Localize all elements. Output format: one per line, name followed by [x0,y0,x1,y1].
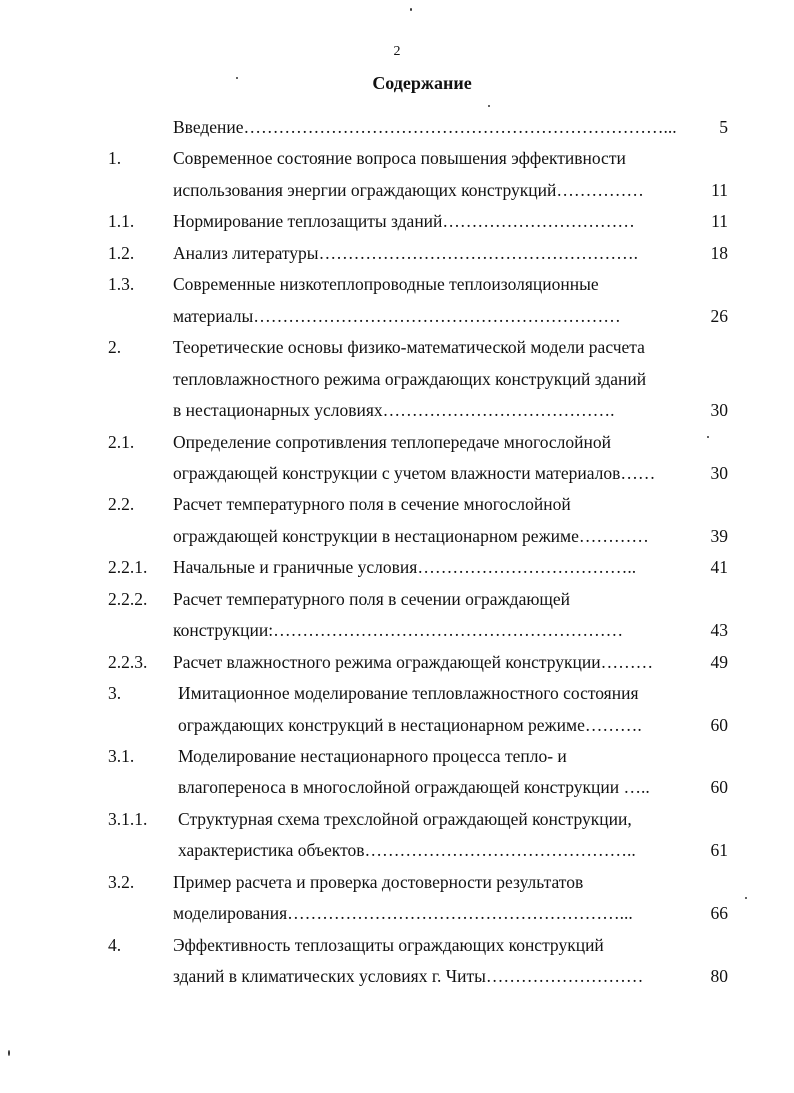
toc-entry-text: Пример расчета и проверка достоверности результатов [173,871,584,892]
toc-entry-text: зданий в климатических условиях г. Читы……………………… [173,966,644,987]
scan-speck [236,77,238,79]
toc-page-number: 30 [710,462,728,483]
toc-page-number: 43 [710,620,728,641]
scan-speck [707,436,709,438]
toc-entry-text: ограждающей конструкции с учетом влажности материалов…… [173,462,656,483]
toc-page-number: 61 [710,840,728,861]
toc-entry-number: 2.2.3. [108,651,148,672]
toc-line [0,303,794,329]
toc-line [0,460,794,486]
toc-entry-text: Расчет температурного поля в сечении ограждающей [173,588,571,609]
toc-entry-number: 3.1. [108,746,135,766]
toc-page-number: 60 [710,714,728,735]
toc-entry-text: характеристика объектов……………………………………….. [178,840,636,861]
toc-page-number: 11 [711,179,728,200]
toc-line [0,145,794,171]
toc-entry-text: Современное состояние вопроса повышения эффективности [173,148,626,169]
toc-page-number: 26 [710,305,728,326]
toc-entry-text: Моделирование нестационарного процесса тепло- и [178,746,567,766]
toc-entry-text: Расчет влажностного режима ограждающей конструкции……… [173,651,654,672]
toc-entry-text: Определение сопротивления теплопередаче многослойной [173,431,611,452]
toc-entry-text: Современные низкотеплопроводные теплоизоляционные [173,274,599,295]
toc-entry-text: Теоретические основы физико-математической модели расчета [173,337,645,358]
toc-entry-text: Анализ литературы………………………………………………. [173,242,638,263]
toc-line [0,177,794,203]
toc-line [0,900,794,926]
page-title: Содержание [372,73,472,93]
toc-entry-text: использования энергии ограждающих конструкций…………… [173,179,644,200]
toc-line [0,429,794,455]
toc-page-number: 39 [710,525,728,546]
toc-entry-number: 2.2.2. [108,588,148,609]
toc-entry-number: 1.2. [108,242,135,263]
toc-line [0,617,794,643]
toc-entry-number: 4. [108,934,122,955]
toc-line [0,366,794,392]
toc-line [0,869,794,895]
toc-entry-text: влагопереноса в многослойной ограждающей конструкции ….. [178,777,650,798]
toc-page-number: 18 [710,242,728,263]
toc-entry-text: Расчет температурного поля в сечение многослойной [173,494,571,515]
toc-line [0,114,794,140]
toc-line [0,240,794,266]
toc-entry-text: конструкции:…………………………………………………… [173,620,624,641]
toc-line [0,649,794,675]
toc-entry-text: ограждающих конструкций в нестационарном режиме………. [178,714,642,735]
toc-page-number: 30 [710,400,728,421]
toc-line [0,491,794,517]
toc-entry-text: Введение………………………………………………………………... [173,117,677,137]
toc-page-number: 66 [710,903,728,924]
scan-speck [8,1050,10,1056]
toc-line [0,523,794,549]
toc-line [0,743,794,769]
toc-entry-number: 3.1.1. [108,808,148,829]
page-number: 2 [393,44,401,59]
toc-line [0,806,794,832]
toc-line [0,334,794,360]
toc-page-number: 5 [719,117,728,137]
toc-entry-number: 3.2. [108,871,135,892]
toc-line [0,586,794,612]
toc-page-number: 11 [711,211,728,232]
toc-entry-text: моделирования…………………………………………………... [173,903,633,924]
toc-entry-number: 2.1. [108,431,135,452]
toc-entry-number: 2.2. [108,494,135,515]
toc-entry-text: тепловлажностного режима ограждающих конструкций зданий [173,368,647,389]
toc-entry-number: 1. [108,148,122,169]
toc-entry-text: Начальные и граничные условия……………………………….. [173,557,637,578]
toc-entry-text: Имитационное моделирование тепловлажностного состояния [178,683,639,704]
scan-speck [745,897,747,899]
toc-entry-number: 2. [108,337,122,358]
toc-line [0,397,794,423]
toc-page-number: 80 [710,966,728,987]
toc-line [0,554,794,580]
toc-line [0,932,794,958]
toc-line [0,680,794,706]
toc-entry-number: 2.2.1. [108,557,148,578]
toc-page-number: 41 [710,557,728,578]
toc-entry-text: ограждающей конструкции в нестационарном режиме………… [173,525,649,546]
scan-speck [410,8,412,11]
toc-line [0,208,794,234]
toc-line [0,963,794,989]
toc-entry-text: в нестационарных условиях…………………………………. [173,400,615,421]
toc-line [0,837,794,863]
toc-line [0,271,794,297]
toc-line [0,712,794,738]
scan-speck [488,105,490,107]
toc-page-number: 49 [710,651,728,672]
toc-entry-text: Нормирование теплозащиты зданий…………………………… [173,211,635,232]
toc-line [0,774,794,800]
toc-entry-number: 1.1. [108,211,135,232]
toc-entry-text: Структурная схема трехслойной ограждающей конструкции, [178,808,632,829]
toc-entry-text: Эффективность теплозащиты ограждающих конструкций [173,934,604,955]
toc-entry-number: 3. [108,683,122,704]
toc-entry-number: 1.3. [108,274,135,295]
toc-page-number: 60 [710,777,728,798]
toc-entry-text: материалы……………………………………………………… [173,305,621,326]
